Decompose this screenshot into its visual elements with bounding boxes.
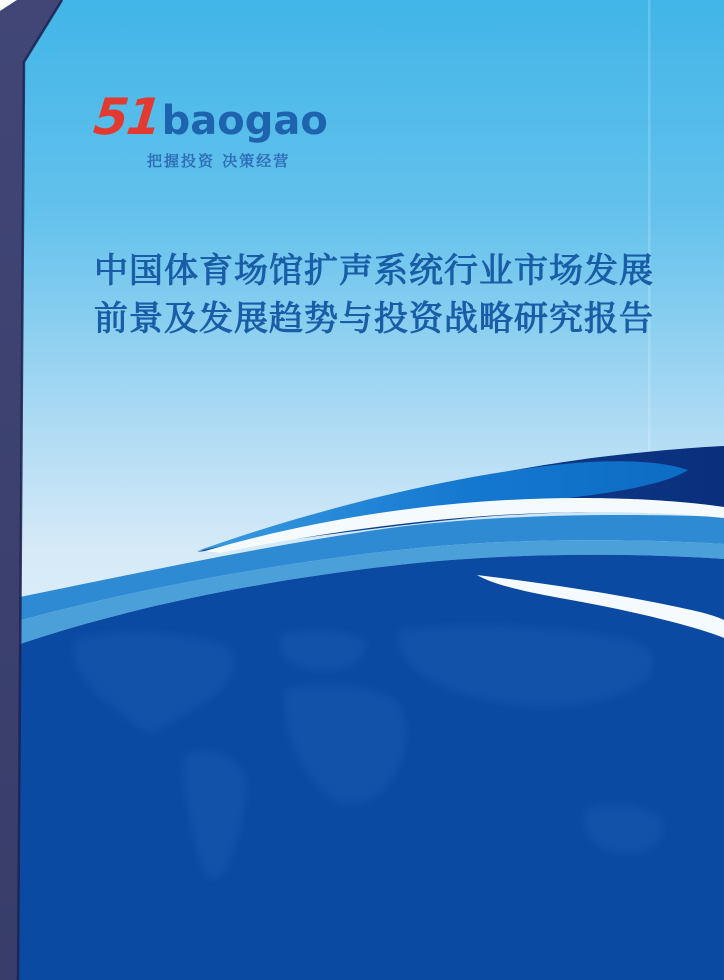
report-title-line2: 前景及发展趋势与投资战略研究报告 (94, 299, 654, 339)
logo (90, 88, 328, 170)
report-title-line1: 中国体育场馆扩声系统行业市场发展 (94, 251, 654, 291)
logo-word: baogao (161, 98, 328, 144)
logo-number: 51 (90, 88, 163, 146)
report-title (24, 247, 724, 343)
logo-tagline: 把握投资 决策经营 (147, 152, 291, 170)
logo-row (90, 88, 328, 146)
